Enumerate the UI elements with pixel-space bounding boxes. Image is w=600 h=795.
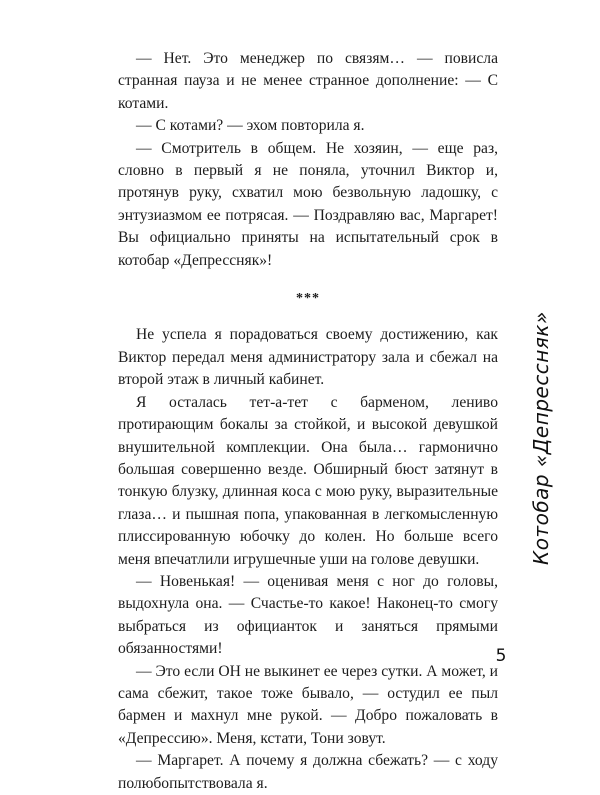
running-title: Котобар «Депрессняк» [529, 311, 553, 565]
paragraph: Не успела я порадоваться своему достижению, как Виктор передал меня администратору зала и сбежал на второй этаж в личный кабинет. [118, 326, 498, 389]
paragraph: — Маргарет. А почему я должна сбежать? — с ходу полюбопытствовала я. [118, 752, 498, 792]
paragraph: Я осталась тет-а-тет с барменом, лениво протирающим бокалы за стойкой, и высокой девушкой внушительной комплекции. Она была… гармонично большая совершенно везде. Обширный бюст затянут в тонкую блузку, длинная коса с мою руку, выразительные глаза… и пышная попа, упакованная в легкомысленную плиссированную юбочку до колен. Но больше всего меня впечатлили игрушечные уши на голове девушки. [118, 393, 498, 568]
section-separator: *** [296, 291, 320, 307]
page-body-text [118, 48, 498, 795]
paragraph: — Смотритель в общем. Не хозяин, — еще раз, словно в первый я не поняла, уточнил Виктор и, протянув руку, схватил мою безвольную ладошку, с энтузиазмом ее потрясая. — Поздравляю вас, Маргарет! Вы официально приняты на испытательный срок в котобар «Депрессняк»! [118, 139, 498, 269]
paragraph: — Новенькая! — оценивая меня с ног до головы, выдохнула она. — Счастье-то какое! Наконец-то смогу выбраться из официанток и заняться прямыми обязанностями! [118, 572, 498, 658]
page-number: 5 [495, 646, 507, 666]
paragraph: — Нет. Это менеджер по связям… — повисла странная пауза и не менее странное дополнение: — С котами. [118, 50, 498, 112]
paragraph: — Это если ОН не выкинет ее через сутки. А может, и сама сбежит, такое тоже бывало, — остудил ее пыл бармен и махнул мне рукой. — Добро пожаловать в «Депрессию». Меня, кстати, Тони зовут. [118, 662, 498, 747]
paragraph: — С котами? — эхом повторила я. [136, 117, 365, 135]
